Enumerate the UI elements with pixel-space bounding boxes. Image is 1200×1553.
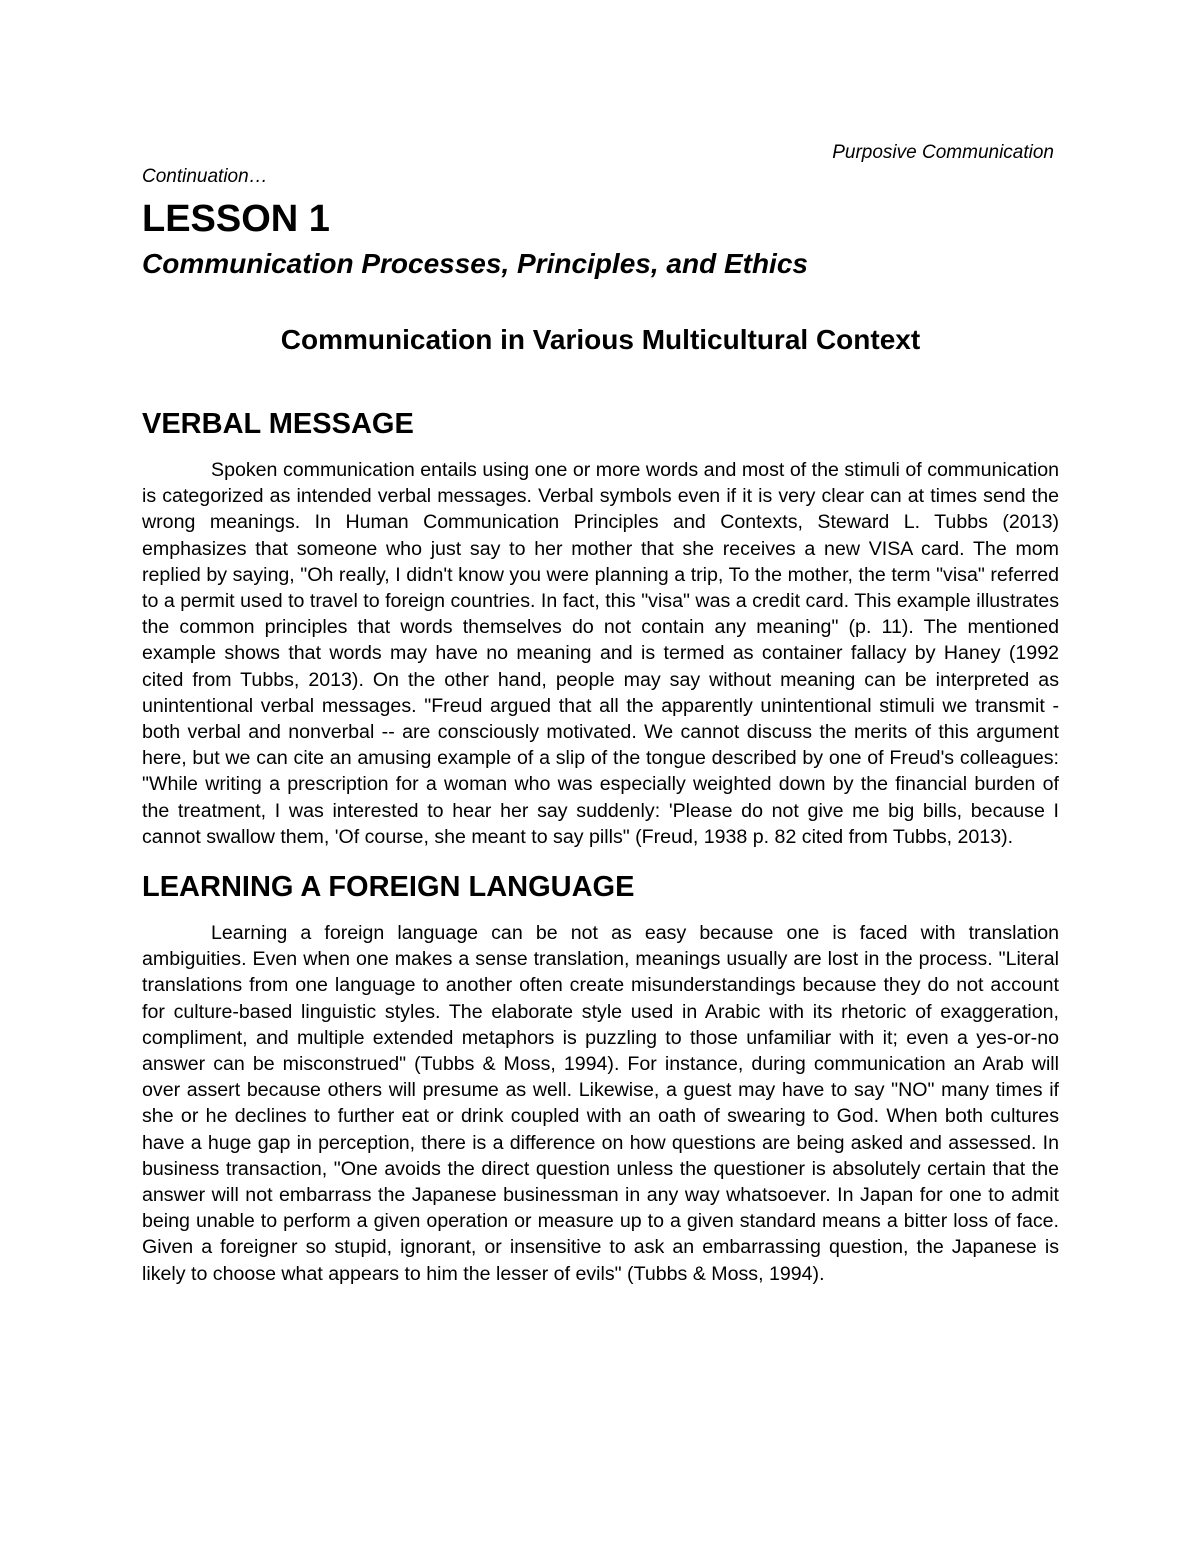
topic-title: Communication in Various Multicultural Context bbox=[280, 324, 921, 355]
section-paragraph: Learning a foreign language can be not as easy because one is faced with translation ambiguities. Even when one makes a sense translation, meanings usually are lost in the process. "Literal translations from one language to another often create misunderstandings because they do not account for culture-based linguistic styles. The elaborate style used in Arabic with its rhetoric of exaggeration, compliment, and multiple extended metaphors is puzzling to those unfamiliar with it; even a yes-or-no answer can be misconstrued" (Tubbs & Moss, 1994). For instance, during communication an Arab will over assert because others will presume as well. Likewise, a guest may have to say "NO" many times if she or he declines to further eat or drink coupled with an oath of swearing to God. When both cultures have a huge gap in perception, there is a difference on how questions are being asked and assessed. In business transaction, "One avoids the direct question unless the questioner is absolutely certain that the answer will not embarrass the Japanese businessman in any way whatsoever. In Japan for one to admit being unable to perform a given operation or measure up to a given standard means a bitter loss of face. Given a foreigner so stupid, ignorant, or insensitive to ask an embarrassing question, the Japanese is likely to choose what appears to him the lesser of evils" (Tubbs & Moss, 1994). bbox=[142, 922, 1059, 1285]
section-heading: LEARNING A FOREIGN LANGUAGE bbox=[142, 871, 635, 904]
running-header-course: Purposive Communication bbox=[832, 142, 1054, 163]
section-heading: VERBAL MESSAGE bbox=[142, 408, 414, 440]
lesson-title: LESSON 1 bbox=[142, 198, 330, 240]
section-paragraph: Spoken communication entails using one or more words and most of the stimuli of communication is categorized as intended verbal messages. Verbal symbols even if it is very clear can at times send the wrong meanings. In Human Communication Principles and Contexts, Steward L. Tubbs (2013) emphasizes that someone who just say to her mother that she receives a new VISA card. The mom replied by saying, "Oh really, I didn't know you were planning a trip, To the mother, the term "visa" referred to a permit used to travel to foreign countries. In fact, this "visa" was a credit card. This example illustrates the common principles that words themselves do not contain any meaning" (p. 11). The mentioned example shows that words may have no meaning and is termed as container fallacy by Haney (1992 cited from Tubbs, 2013). On the other hand, people may say without meaning can be interpreted as unintentional verbal messages. "Freud argued that all the apparently unintentional stimuli we transmit - both verbal and nonverbal -- are consciously motivated. We cannot discuss the merits of this argument here, but we can cite an amusing example of a slip of the tongue described by one of Freud's colleagues: "While writing a prescription for a woman who was especially weighted down by the financial burden of the treatment, I was interested to hear her say suddenly: 'Please do not give me big bills, because I cannot swallow them, 'Of course, she meant to say pills" (Freud, 1938 p. 82 cited from Tubbs, 2013). bbox=[142, 459, 1059, 848]
lesson-subtitle: Communication Processes, Principles, and Ethics bbox=[142, 248, 808, 279]
continuation-label: Continuation… bbox=[142, 166, 268, 187]
section-learning-foreign-language bbox=[142, 870, 1059, 1287]
section-verbal-message bbox=[142, 407, 1059, 850]
document-content bbox=[142, 165, 1059, 1287]
